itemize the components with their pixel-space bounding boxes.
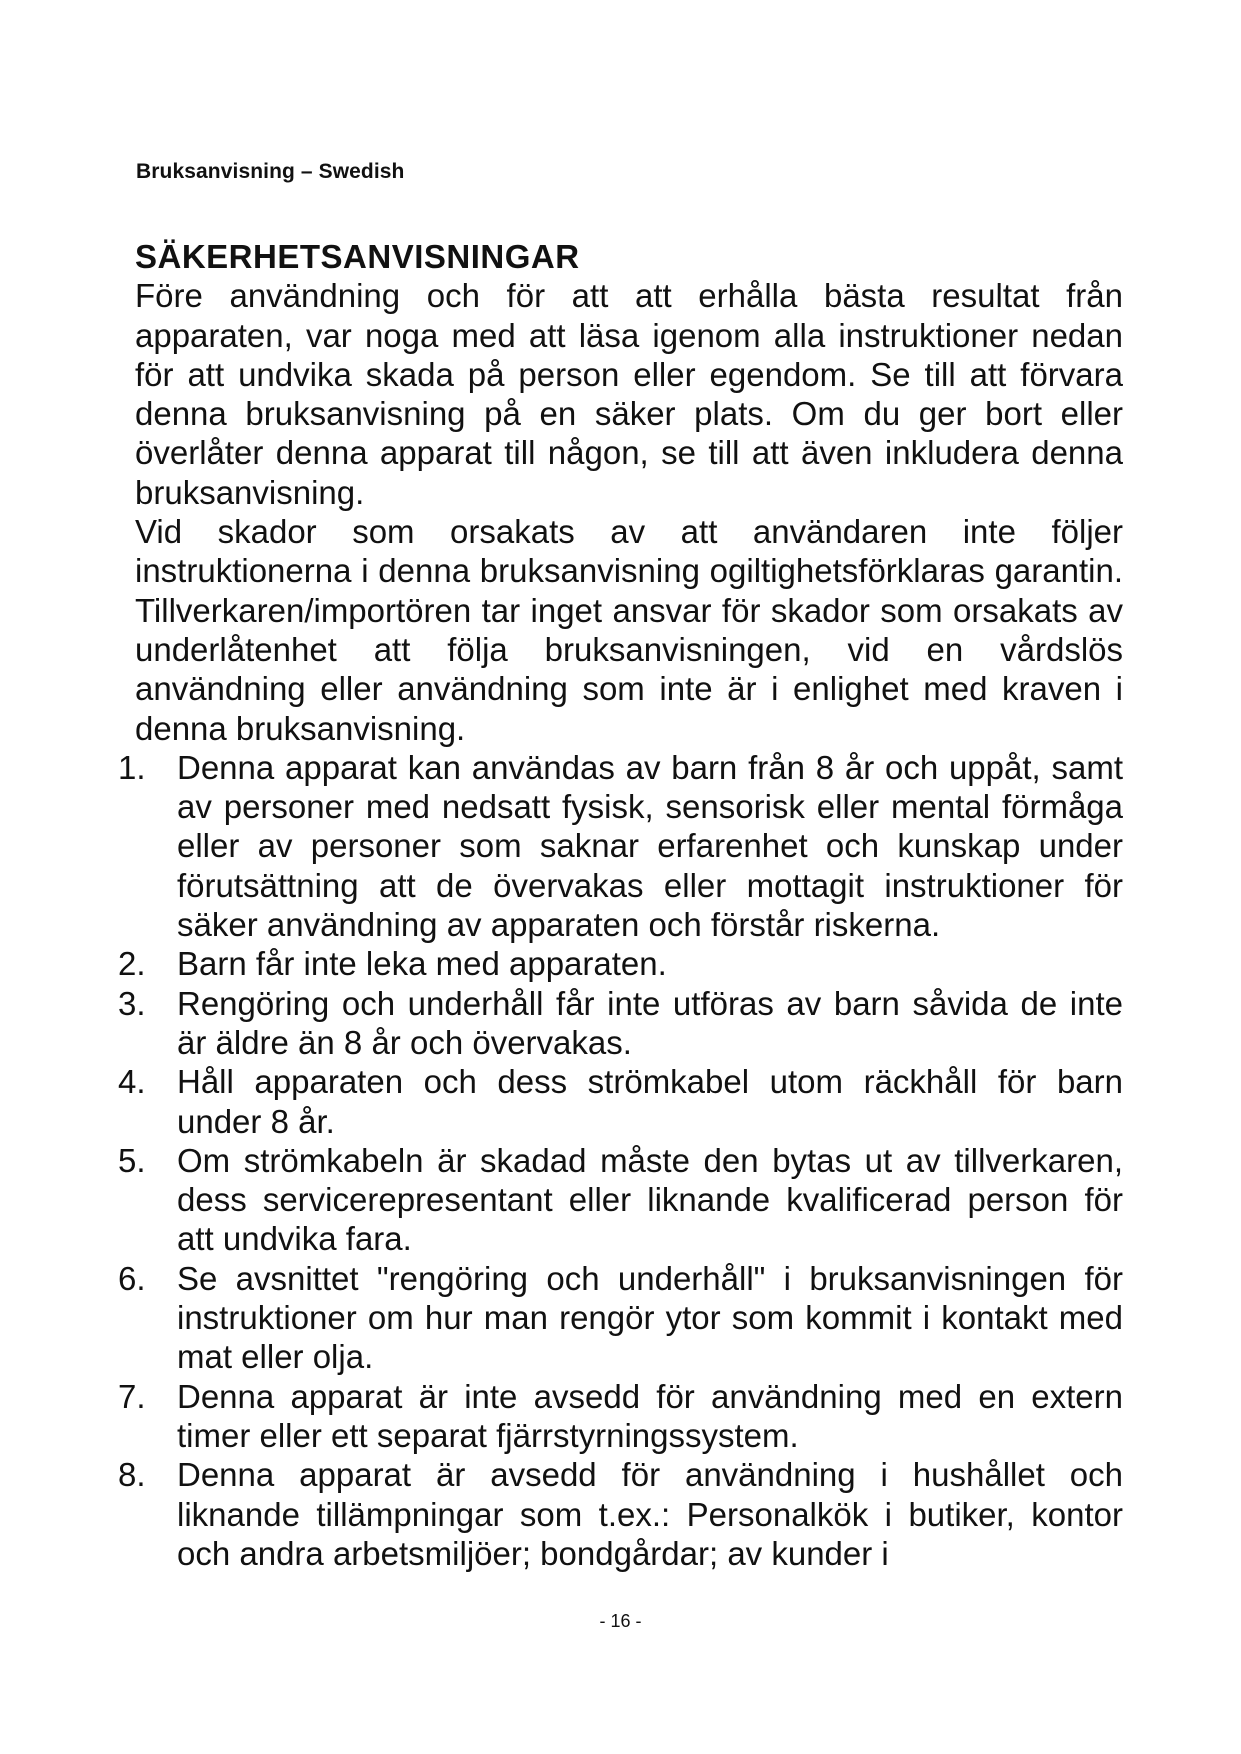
warranty-paragraph: Vid skador som orsakats av att användaren inte följer instruktionerna i denna bruksanvisning ogiltighetsförklaras garantin. Tillverkaren/importören tar inget ansvar för skador som orsakats av underlåtenhet att följa bruksanvisningen, vid en vårdslös användning eller användning som inte är i enlighet med kraven i denna bruksanvisning. [135,513,1123,747]
list-item [118,748,1123,944]
list-item-text: Denna apparat är inte avsedd för användning med en extern timer eller ett separat fjärrstyrningssystem. [177,1377,1123,1454]
list-item [118,1455,1123,1573]
list-item-number: 3. [118,984,146,1022]
list-item-text: Barn får inte leka med apparaten. [177,945,667,983]
document-body [118,237,1123,1573]
list-item [118,1377,1123,1456]
list-item-text: Se avsnittet "rengöring och underhåll" i bruksanvisningen för instruktioner om hur man rengör ytor som kommit i kontakt med mat eller olja. [177,1259,1123,1376]
list-item-number: 2. [118,945,146,983]
list-item-text: Rengöring och underhåll får inte utföras av barn såvida de inte är äldre än 8 år och övervakas. [177,984,1123,1061]
list-item-number: 5. [118,1141,146,1179]
list-item-number: 8. [118,1456,146,1494]
page-number: - 16 - [599,1611,642,1631]
document-header: Bruksanvisning – Swedish [136,160,405,183]
list-item-number: 6. [118,1259,146,1297]
list-item-number: 1. [118,748,146,786]
list-item-text: Håll apparaten och dess strömkabel utom räckhåll för barn under 8 år. [177,1063,1123,1140]
section-title: SÄKERHETSANVISNINGAR [135,238,580,275]
list-item [118,944,1123,983]
intro-paragraph: Före användning och för att att erhålla bästa resultat från apparaten, var noga med att läsa igenom alla instruktioner nedan för att undvika skada på person eller egendom. Se till att förvara denna bruksanvisning på en säker plats. Om du ger bort eller överlåter denna apparat till någon, se till att även inkludera denna bruksanvisning. [135,277,1123,511]
list-item [118,984,1123,1063]
safety-instructions-list [118,748,1123,1573]
list-item-number: 4. [118,1063,146,1101]
list-item [118,1141,1123,1259]
list-item-text: Denna apparat är avsedd för användning i hushållet och liknande tillämpningar som t.ex.: Personalkök i butiker, kontor och andra arbetsmiljöer; bondgårdar; av kunder i [177,1456,1123,1572]
list-item-number: 7. [118,1377,146,1415]
list-item-text: Denna apparat kan användas av barn från 8 år och uppåt, samt av personer med nedsatt fysisk, sensorisk eller mental förmåga eller av personer som saknar erfarenhet och kunskap under förutsättning att de övervakas eller mottagit instruktioner för säker användning av apparaten och förstår riskerna. [177,748,1123,944]
list-item [118,1062,1123,1141]
list-item-text: Om strömkabeln är skadad måste den bytas ut av tillverkaren, dess servicerepresentant eller liknande kvalificerad person för att undvika fara. [177,1141,1123,1258]
list-item [118,1259,1123,1377]
